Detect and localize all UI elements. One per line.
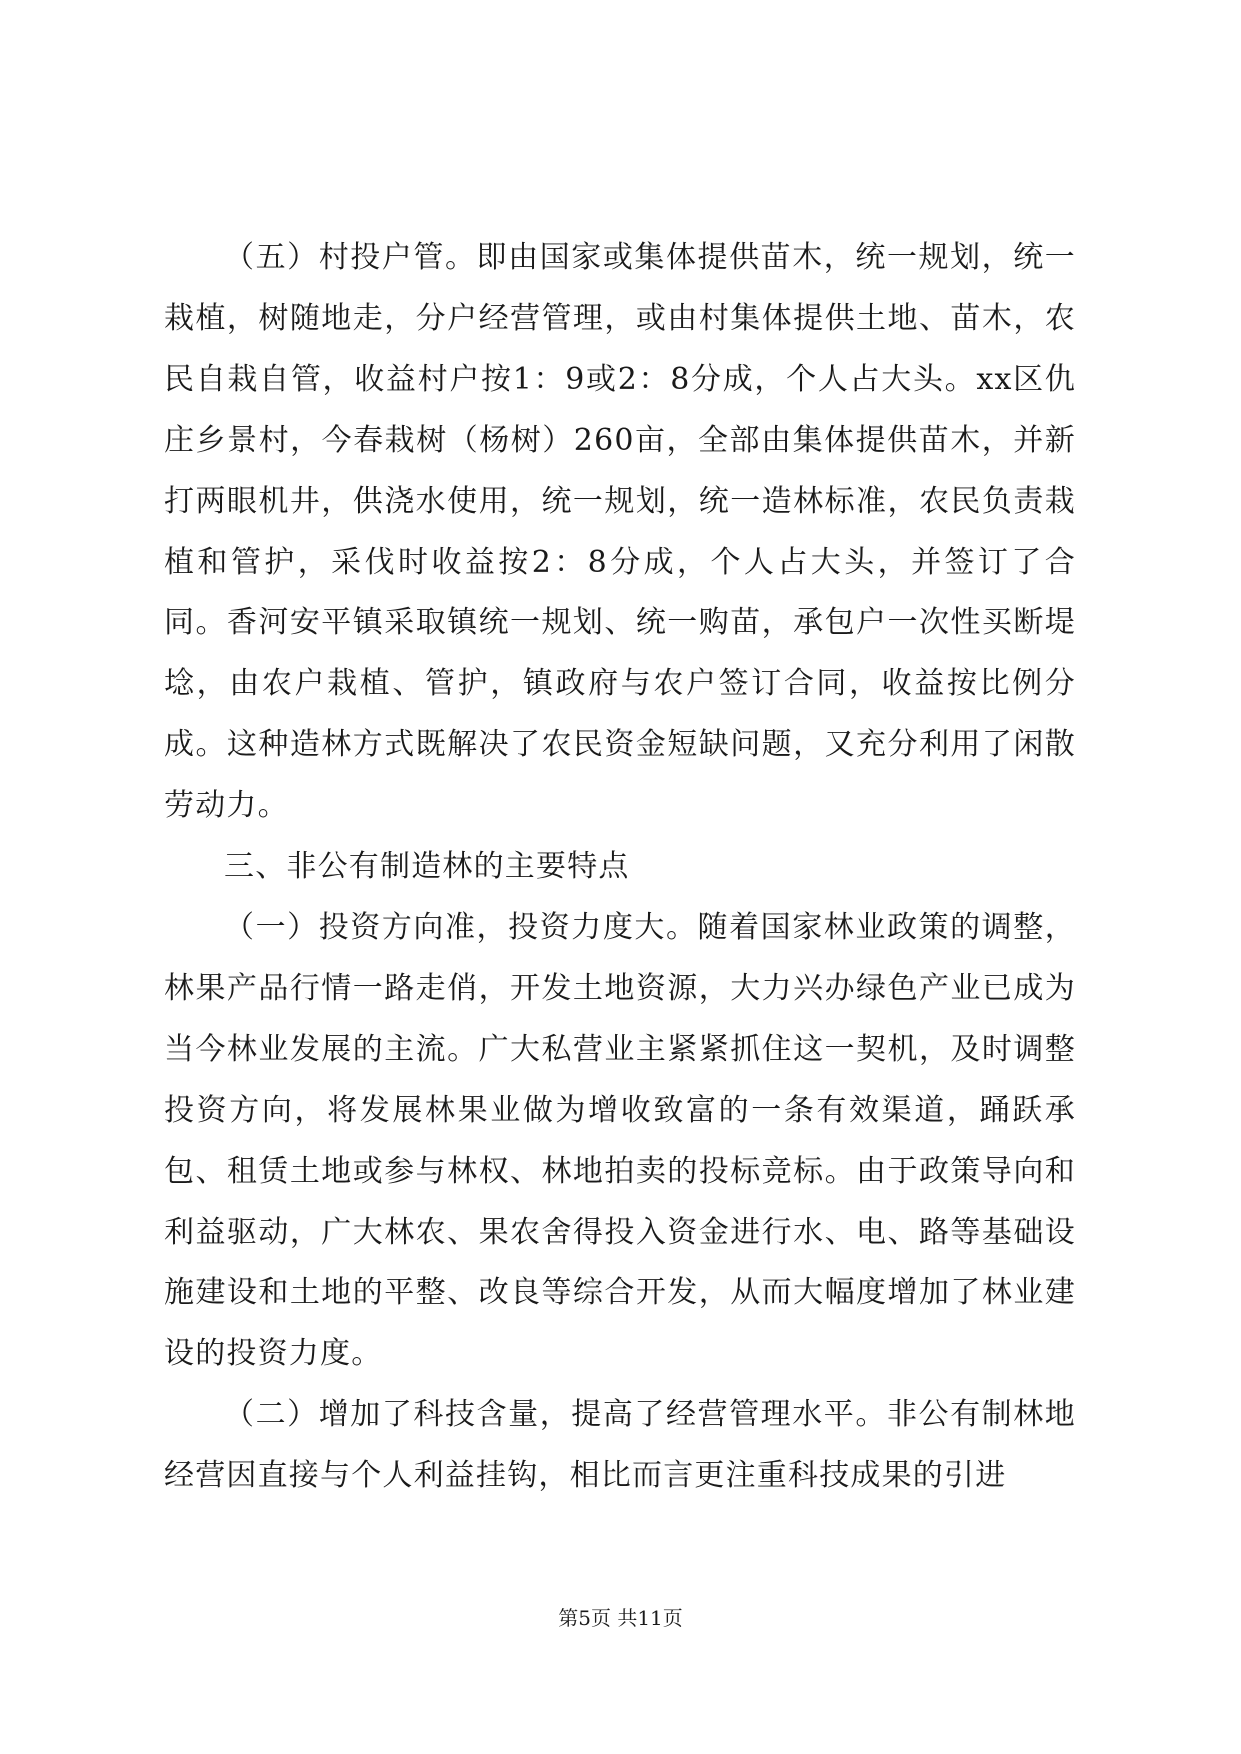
paragraph-village-investment: （五）村投户管。即由国家或集体提供苗木，统一规划，统一栽植，树随地走，分户经营管理，或由村集体提供土地、苗木，农民自栽自管，收益村户按1：9或2：8分成，个人占大头。xx区仇庄乡景村，今春栽树（杨树）260亩，全部由集体提供苗木，并新打两眼机井，供浇水使用，统一规划，统一造林标准，农民负责栽植和管护，采伐时收益按2：8分成，个人占大头，并签订了合同。香河安平镇采取镇统一规划、统一购苗，承包户一次性买断堤埝，由农户栽植、管护，镇政府与农户签订合同，收益按比例分成。这种造林方式既解决了农民资金短缺问题，又充分利用了闲散劳动力。: [164, 240, 1076, 824]
paragraph-technology-content: （二）增加了科技含量，提高了经营管理水平。非公有制林地经营因直接与个人利益挂钩，相比而言更注重科技成果的引进: [164, 1397, 1076, 1494]
section-heading-main-features: 三、非公有制造林的主要特点: [224, 849, 630, 885]
page-number-footer: 第5页 共11页: [558, 1606, 683, 1630]
paragraph-investment-direction: （一）投资方向准，投资力度大。随着国家林业政策的调整，林果产品行情一路走俏，开发土地资源，大力兴办绿色产业已成为当今林业发展的主流。广大私营业主紧紧抓住这一契机，及时调整投资方向，将发展林果业做为增收致富的一条有效渠道，踊跃承包、租赁土地或参与林权、林地拍卖的投标竞标。由于政策导向和利益驱动，广大林农、果农舍得投入资金进行水、电、路等基础设施建设和土地的平整、改良等综合开发，从而大幅度增加了林业建设的投资力度。: [164, 909, 1076, 1372]
document-body: [164, 228, 1076, 1507]
